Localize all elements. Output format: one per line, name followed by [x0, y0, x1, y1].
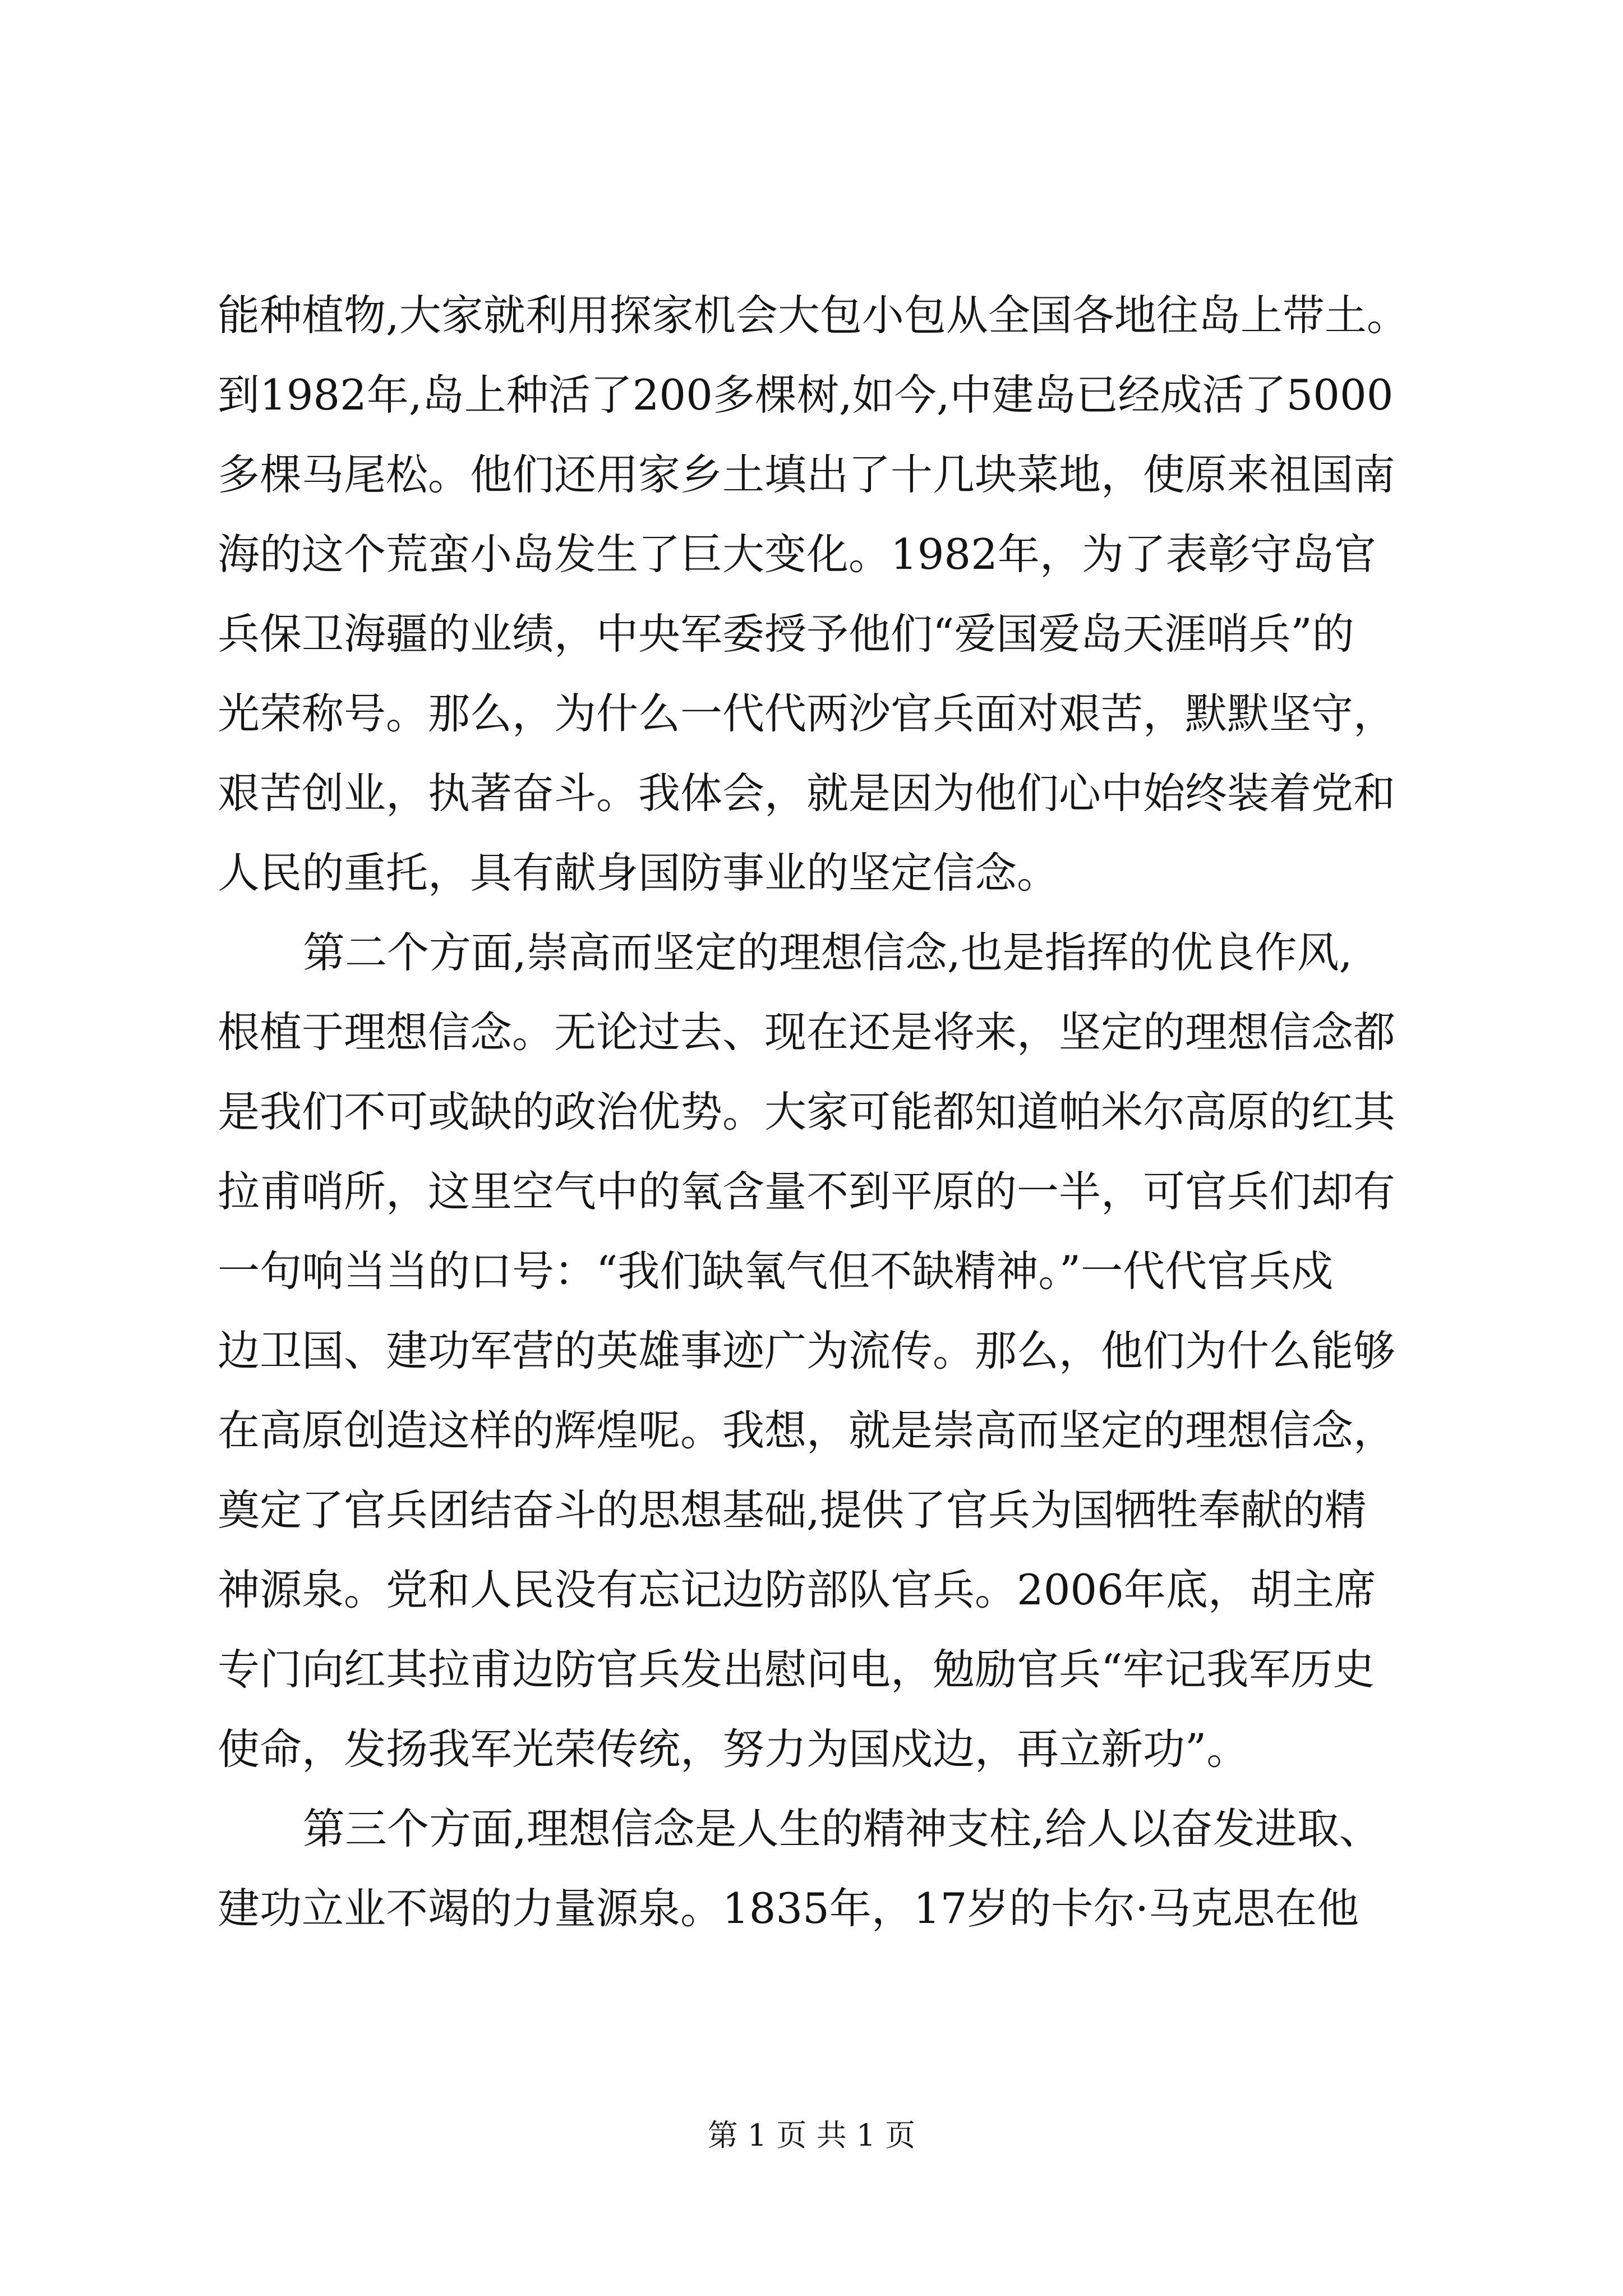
text-line: 在高原创造这样的辉煌呢。我想，就是崇高而坚定的理想信念， [218, 1406, 1396, 1455]
text-line: 使命，发扬我军光荣传统，努力为国戍边，再立新功”。 [218, 1724, 1249, 1774]
text-line: 兵保卫海疆的业绩，中央军委授予他们“爱国爱岛天涯哨兵”的 [218, 609, 1354, 659]
text-line: 艰苦创业，执著奋斗。我体会，就是因为他们心中始终装着党和 [218, 769, 1396, 818]
text-line: 能种植物,大家就利用探家机会大包小包从全国各地往岛上带土。 [218, 291, 1409, 340]
text-line: 人民的重托，具有献身国防事业的坚定信念。 [218, 848, 1059, 898]
paragraph-start-line: 第三个方面,理想信念是人生的精神支柱,给人以奋发进取、 [303, 1804, 1381, 1853]
text-line: 根植于理想信念。无论过去、现在还是将来，坚定的理想信念都 [218, 1007, 1396, 1057]
text-line: 专门向红其拉甫边防官兵发出慰问电，勉励官兵“牢记我军历史 [218, 1645, 1375, 1694]
paragraph-start-line: 第二个方面,崇高而坚定的理想信念,也是指挥的优良作风, [303, 928, 1353, 977]
text-line: 建功立业不竭的力量源泉。1835年，17岁的卡尔·马克思在他 [218, 1884, 1359, 1933]
text-line: 海的这个荒蛮小岛发生了巨大变化。1982年，为了表彰守岛官 [218, 530, 1376, 579]
text-line: 光荣称号。那么，为什么一代代两沙官兵面对艰苦，默默坚守， [218, 689, 1396, 738]
text-line: 多棵马尾松。他们还用家乡土填出了十几块菜地，使原来祖国南 [218, 450, 1396, 499]
text-line: 一句响当当的口号：“我们缺氧气但不缺精神。”一代代官兵戍 [218, 1246, 1334, 1296]
text-line: 拉甫哨所，这里空气中的氧含量不到平原的一半，可官兵们却有 [218, 1167, 1396, 1216]
text-line: 神源泉。党和人民没有忘记边防部队官兵。2006年底，胡主席 [218, 1565, 1376, 1614]
text-line: 奠定了官兵团结奋斗的思想基础,提供了官兵为国牺牲奉献的精 [218, 1485, 1367, 1535]
page-number-footer: 第 1 页 共 1 页 [707, 2118, 916, 2153]
text-line: 是我们不可或缺的政治优势。大家可能都知道帕米尔高原的红其 [218, 1087, 1396, 1137]
text-line: 边卫国、建功军营的英雄事迹广为流传。那么，他们为什么能够 [218, 1326, 1396, 1375]
text-line: 到1982年,岛上种活了200多棵树,如今,中建岛已经成活了5000 [218, 370, 1394, 420]
